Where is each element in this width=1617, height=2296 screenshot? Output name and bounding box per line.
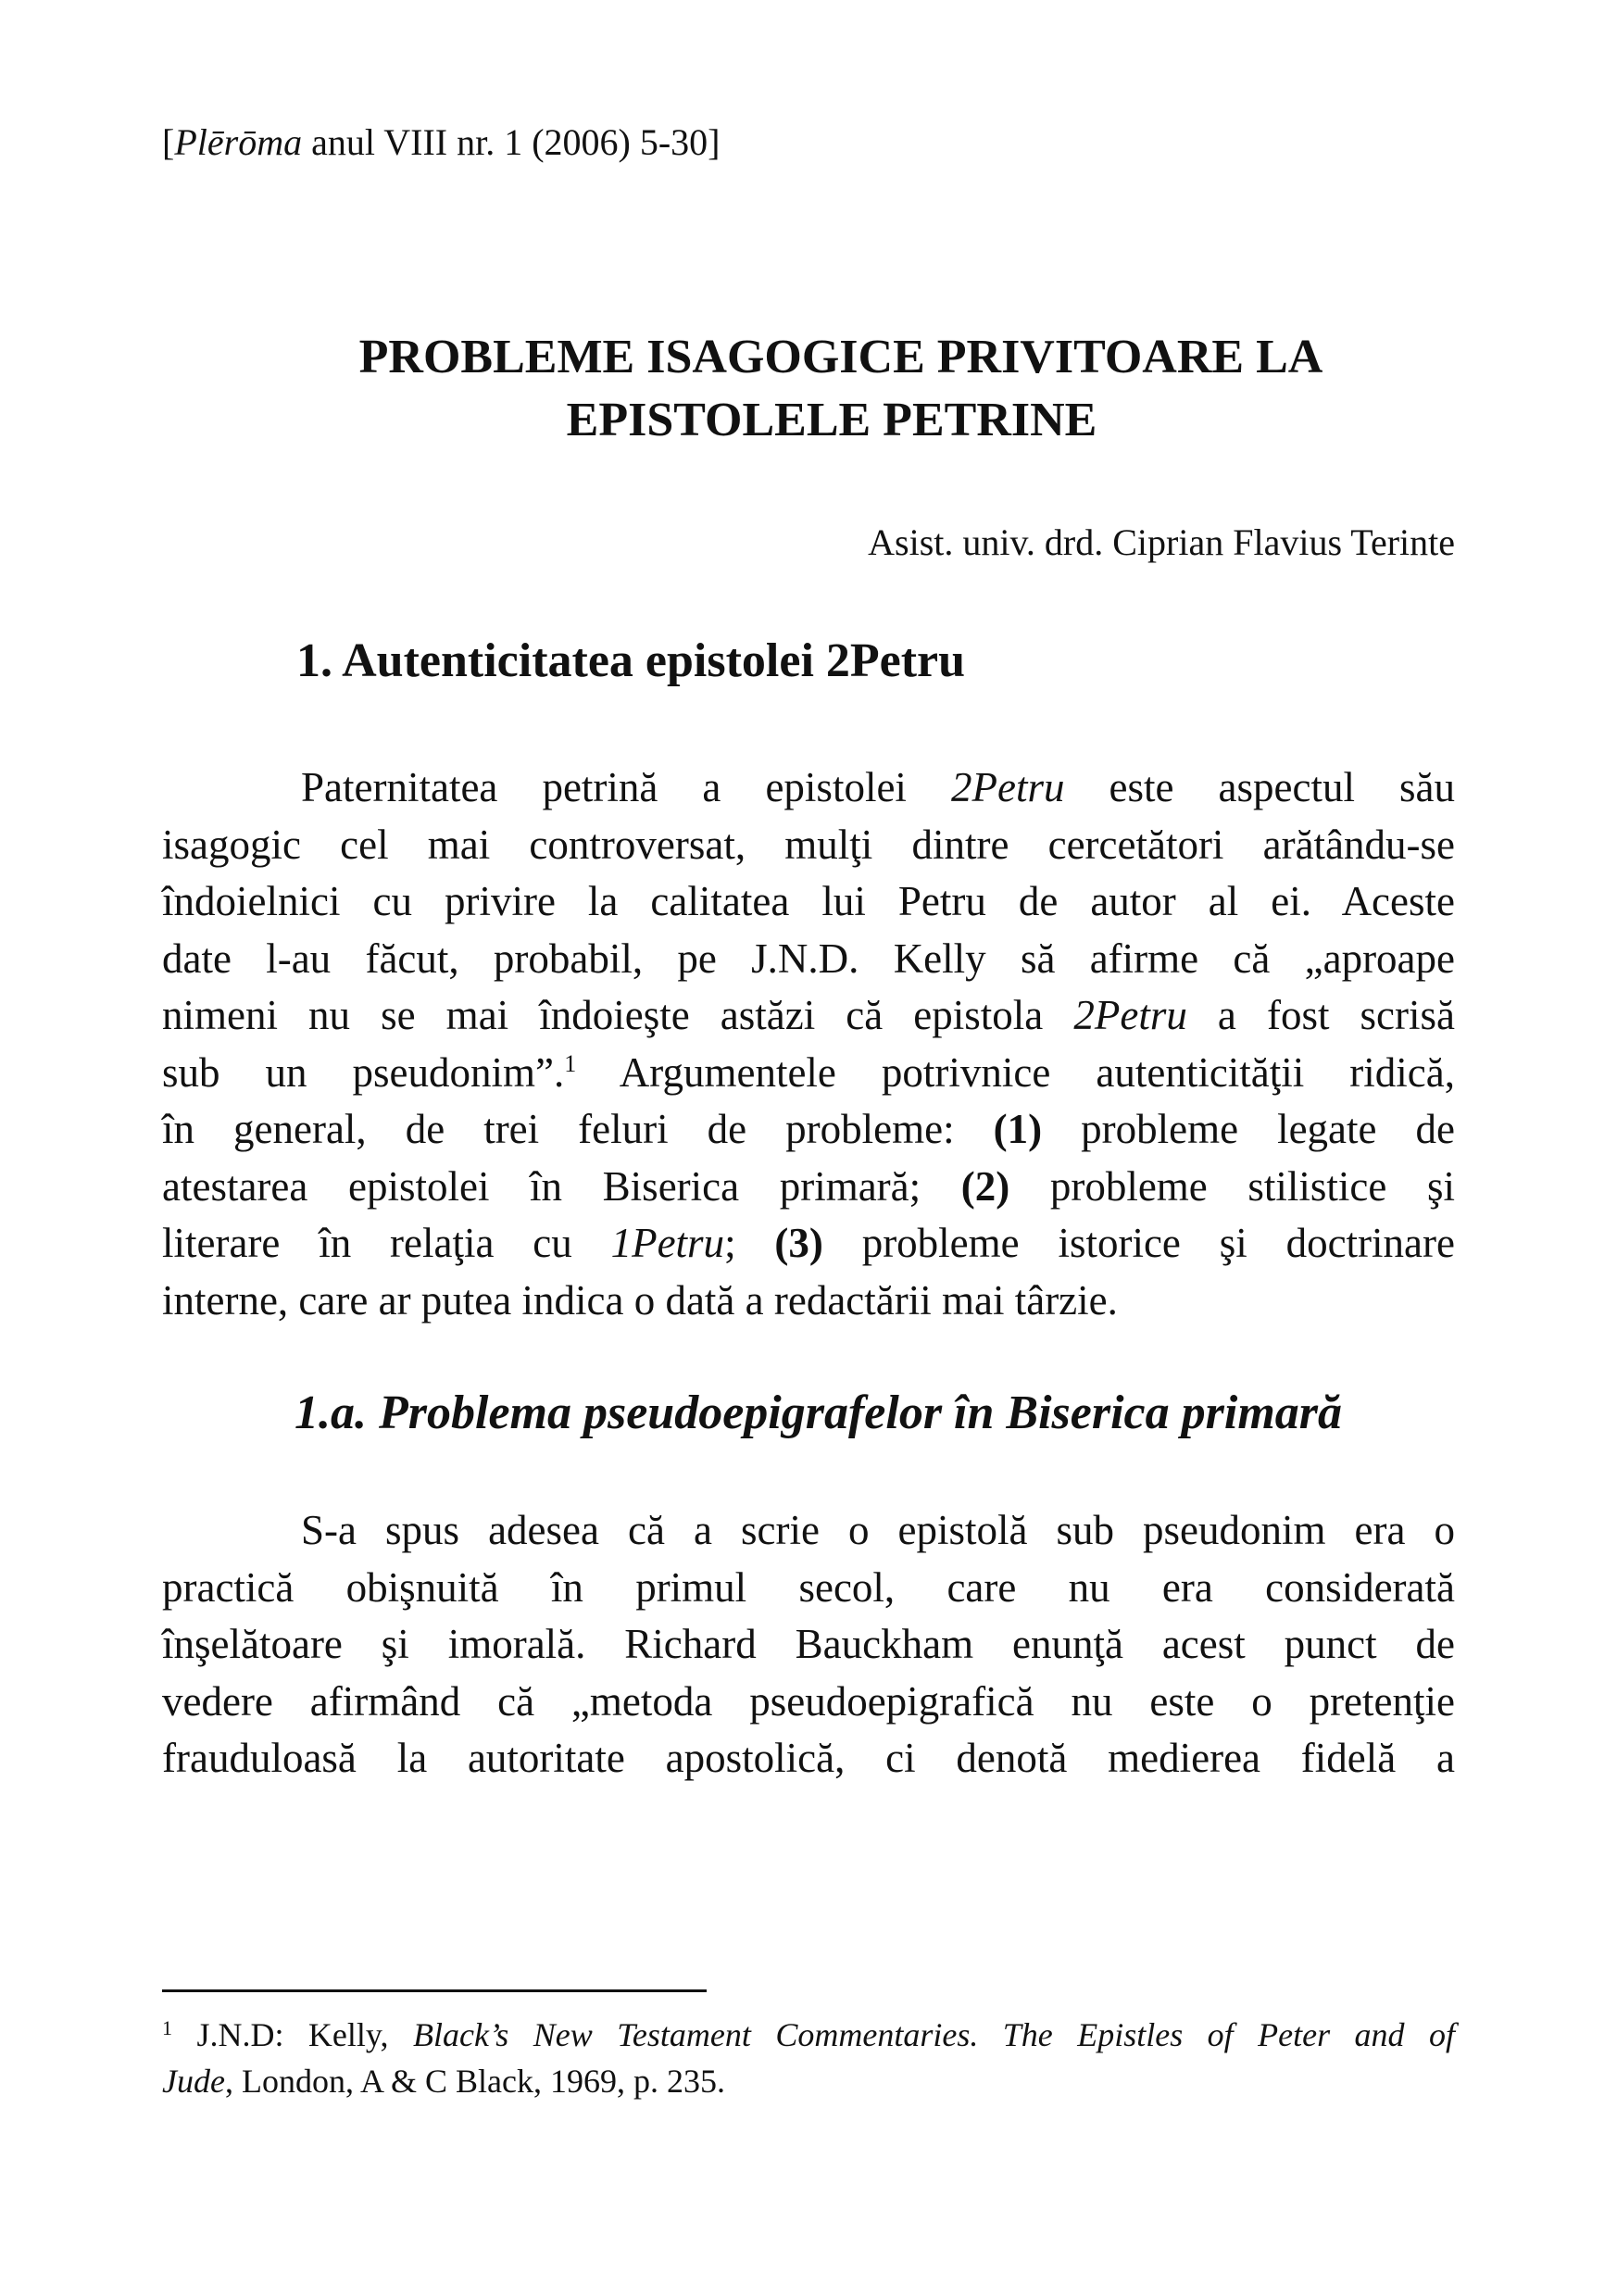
citation-title: Jude [162, 2063, 225, 2100]
footnote-ref[interactable]: 1 [564, 1049, 577, 1077]
para-line: nimeni nu se mai îndoieşte astăzi că epistola 2Petru a fost scrisă [162, 992, 1455, 1038]
journal-name: Plērōma [174, 121, 303, 163]
header-open-bracket: [ [162, 121, 175, 163]
author-line: Asist. univ. drd. Ciprian Flavius Terinte [868, 521, 1455, 563]
footnote [162, 2012, 1455, 2104]
para-line: practică obişnuită în primul secol, care nu era considerată [162, 1563, 1455, 1611]
section-1a-paragraph [162, 1502, 1455, 1788]
para-line: S-a spus adesea că a scrie o epistolă sub pseudonim era o [301, 1507, 1455, 1553]
para-line: frauduloasă la autoritate apostolică, ci denotă medierea fidelă a [162, 1735, 1455, 1781]
article-title [162, 326, 1455, 452]
para-line: interne, care ar putea indica o dată a redactării mai târzie. [162, 1276, 1118, 1324]
footnote-number: 1 [162, 2016, 172, 2039]
section-heading-1a: 1.a. Problema pseudoepigrafelor în Biserica primară [295, 1386, 1342, 1439]
header-close-bracket: ] [708, 121, 721, 163]
title-line-1: PROBLEME ISAGOGICE PRIVITOARE LA [358, 331, 1323, 383]
para-line: atestarea epistolei în Biserica primară; (2) probleme stilistice şi [162, 1162, 1455, 1210]
journal-header [162, 119, 721, 167]
book-ref: 2Petru [1073, 992, 1187, 1038]
para-line: sub un pseudonim”.$^1$ Argumentele potrivnice autenticităţii ridică, [162, 1048, 1455, 1096]
section-1-paragraph [162, 759, 1455, 1329]
footnote-divider [162, 1989, 707, 1992]
list-marker: (2) [960, 1162, 1010, 1210]
para-line: date l-au făcut, probabil, pe J.N.D. Kelly să afirme că „aproape [162, 935, 1455, 982]
list-marker: (3) [774, 1220, 823, 1266]
para-line: isagogic cel mai controversat, mulţi dintre cercetători arătându-se [162, 821, 1455, 868]
citation-title: Black’s New Testament Commentaries. The Epistles of Peter and of [413, 2016, 1455, 2053]
footnote-line: Jude, London, A & C Black, 1969, p. 235. [162, 2063, 725, 2100]
list-marker: (1) [993, 1106, 1043, 1152]
section-heading-1: 1. Autenticitatea epistolei 2Petru [296, 634, 966, 687]
para-line: îndoielnici cu privire la calitatea lui Petru de autor al ei. Aceste [162, 878, 1455, 924]
para-line: în general, de trei feluri de probleme: (1) probleme legate de [162, 1106, 1455, 1152]
book-ref: 2Petru [950, 764, 1065, 810]
footnote-line: $^1$ J.N.D: Kelly, Black’s New Testament Commentaries. The Epistles of Peter and of [162, 2016, 1455, 2053]
book-ref: 1Petru [610, 1220, 725, 1266]
para-line: vedere afirmând că „metoda pseudoepigrafică nu este o pretenţie [162, 1677, 1455, 1725]
header-issue-info: anul VIII nr. 1 (2006) 5-30 [302, 121, 708, 163]
para-line: literare în relaţia cu 1Petru; (3) probleme istorice şi doctrinare [162, 1220, 1455, 1266]
para-line: Paternitatea petrină a epistolei 2Petru este aspectul său [301, 764, 1456, 810]
title-line-2: EPISTOLELE PETRINE [566, 394, 1097, 446]
para-line: înşelătoare şi imorală. Richard Bauckham enunţă acest punct de [162, 1621, 1455, 1667]
